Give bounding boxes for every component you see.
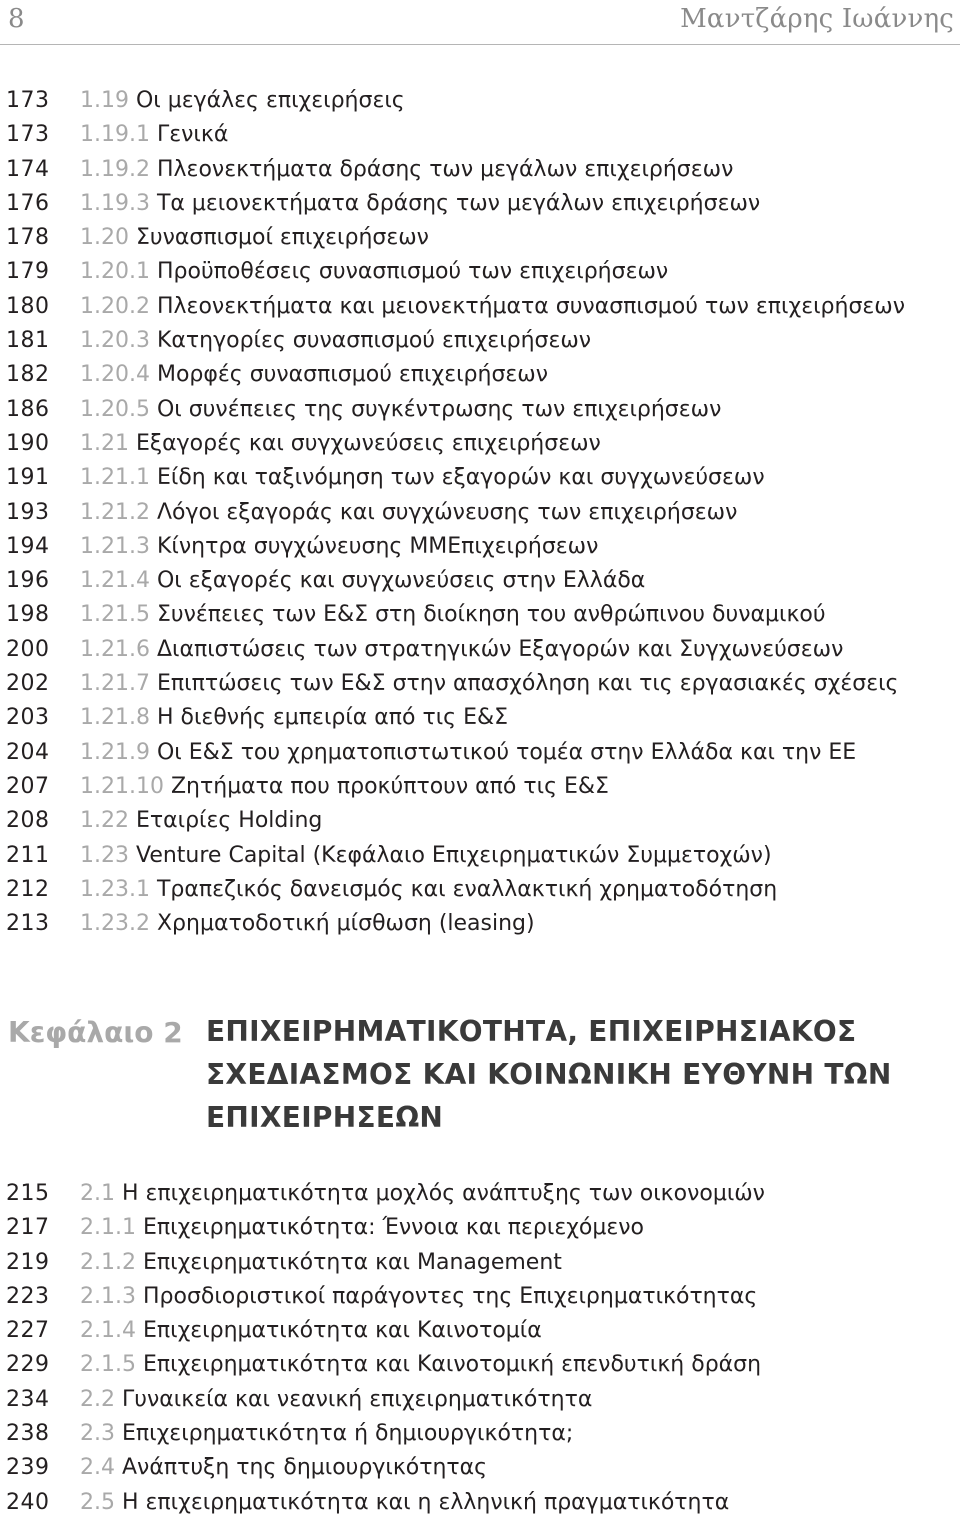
toc-section-title: Χρηματοδοτική μίσθωση (leasing)	[156, 911, 535, 937]
toc-page-number: 238	[6, 1421, 50, 1447]
toc-section-number: 1.22	[80, 808, 129, 834]
toc-entry[interactable]	[0, 255, 960, 289]
toc-section-number: 2.1	[80, 1181, 115, 1206]
toc-section-number: 1.19.2	[80, 156, 150, 182]
toc-entry[interactable]	[0, 324, 960, 358]
toc-section-title: Είδη και ταξινόμηση των εξαγορών και συγχωνεύσεων	[156, 465, 765, 491]
toc-section-title: Οι μεγάλες επιχειρήσεις	[135, 88, 405, 113]
toc-section-title: Συνέπειες των Ε&Σ στη διοίκηση του ανθρώπινου δυναμικού	[156, 602, 826, 628]
toc-section-title: Επιχειρηματικότητα ή δημιουργικότητα;	[122, 1421, 574, 1447]
toc-entry[interactable]	[0, 1486, 960, 1520]
toc-entry-text	[80, 290, 905, 324]
toc-page-number: 191	[6, 465, 50, 491]
toc-page-number: 208	[6, 808, 50, 834]
toc-section-number: 1.20.1	[80, 259, 150, 285]
toc-section-number: 1.21.3	[80, 533, 150, 559]
toc-entry-text	[80, 118, 228, 152]
toc-entry[interactable]	[0, 633, 960, 667]
chapter-label: Κεφάλαιο 2	[8, 1016, 183, 1049]
toc-entry[interactable]	[0, 1348, 960, 1382]
toc-entry[interactable]	[0, 1451, 960, 1485]
toc-entry-text	[80, 153, 733, 187]
toc-entry[interactable]	[0, 804, 960, 838]
toc-entry[interactable]	[0, 153, 960, 187]
toc-section-number: 2.1.2	[80, 1249, 136, 1275]
toc-page-number: 204	[6, 739, 50, 765]
toc-page-number: 203	[6, 705, 50, 731]
toc-entry-text	[80, 736, 856, 770]
toc-section-title: Οι εξαγορές και συγχωνεύσεις στην Ελλάδα	[156, 568, 646, 594]
toc-entry-text	[80, 461, 765, 495]
toc-section-number: 1.23	[80, 842, 129, 868]
toc-entry-text	[80, 1348, 761, 1382]
toc-entry-text	[80, 1246, 562, 1280]
toc-section-title: Επιχειρηματικότητα και Καινοτομία	[142, 1318, 542, 1344]
toc-section-number: 2.1.5	[80, 1352, 136, 1378]
toc-section-title: Τραπεζικός δανεισμός και εναλλακτική χρηματοδότηση	[156, 876, 778, 902]
toc-entry-text	[80, 393, 721, 427]
toc-entry-text	[80, 633, 843, 667]
toc-section-title: Λόγοι εξαγοράς και συγχώνευσης των επιχειρήσεων	[156, 499, 738, 525]
toc-entry-text	[80, 1486, 729, 1520]
toc-section-title: Διαπιστώσεις των στρατηγικών Εξαγορών και Συγχωνεύσεων	[156, 636, 844, 662]
toc-page-number: 223	[6, 1283, 50, 1309]
toc-entry-text	[80, 1314, 542, 1348]
toc-section-title: Πλεονεκτήματα δράσης των μεγάλων επιχειρήσεων	[156, 156, 734, 182]
toc-section-title: Πλεονεκτήματα και μειονεκτήματα συνασπισμού των επιχειρήσεων	[156, 293, 905, 319]
toc-entry-text	[80, 564, 645, 598]
toc-entry[interactable]	[0, 598, 960, 632]
toc-entry[interactable]	[0, 770, 960, 804]
toc-section-number: 1.21.7	[80, 671, 150, 697]
toc-page-number: 190	[6, 430, 50, 456]
page-header	[0, 0, 960, 45]
toc-entry-text	[80, 221, 429, 255]
toc-page-number: 179	[6, 259, 50, 285]
toc-section-title: Επιχειρηματικότητα: Έννοια και περιεχόμενο	[142, 1215, 645, 1241]
toc-entry[interactable]	[0, 907, 960, 941]
toc-page-number: 173	[6, 88, 50, 113]
toc-section-title: Η επιχειρηματικότητα μοχλός ανάπτυξης των οικονομιών	[122, 1181, 765, 1206]
toc-entry[interactable]	[0, 1280, 960, 1314]
running-head-author: Μαντζάρης Ιωάννης	[680, 4, 954, 34]
toc-section-title: Η διεθνής εμπειρία από τις Ε&Σ	[156, 705, 509, 731]
toc-page-number: 194	[6, 533, 50, 559]
toc-section-number: 1.21.8	[80, 705, 150, 731]
toc-entry-text	[80, 1280, 757, 1314]
toc-page-number: 207	[6, 773, 50, 799]
toc-entry[interactable]	[0, 84, 960, 118]
toc-entry-text	[80, 873, 777, 907]
toc-section-title: Ανάπτυξη της δημιουργικότητας	[122, 1455, 488, 1481]
toc-section-title: Εταιρίες Holding	[135, 808, 323, 834]
chapter-title-line: ΕΠΙΧΕΙΡΗΜΑΤΙΚΟΤΗΤΑ, ΕΠΙΧΕΙΡΗΣΙΑΚΟΣ	[206, 1015, 857, 1048]
toc-page-number: 227	[6, 1318, 50, 1344]
toc-entry[interactable]	[0, 1211, 960, 1245]
toc-page-number: 180	[6, 293, 50, 319]
chapter-title	[206, 1010, 946, 1139]
toc-section-title: Κατηγορίες συνασπισμού επιχειρήσεων	[156, 328, 592, 354]
toc-section-number: 1.21.5	[80, 602, 150, 628]
toc-section-number: 1.21.1	[80, 465, 150, 491]
toc-page-number: 202	[6, 671, 50, 697]
toc-entry-text	[80, 324, 591, 358]
toc-entry[interactable]	[0, 736, 960, 770]
toc-section-number: 1.19.1	[80, 122, 150, 148]
toc-entry[interactable]	[0, 427, 960, 461]
toc-section-number: 1.21.6	[80, 636, 150, 662]
toc-entry-text	[80, 770, 609, 804]
toc-section-number: 1.21.4	[80, 568, 150, 594]
toc-section-title: Μορφές συνασπισμού επιχειρήσεων	[156, 362, 548, 388]
chapter-title-line: ΣΧΕΔΙΑΣΜΟΣ ΚΑΙ ΚΟΙΝΩΝΙΚΗ ΕΥΘΥΝΗ ΤΩΝ	[206, 1058, 892, 1091]
toc-page-number: 213	[6, 911, 50, 937]
toc-section-number: 1.21.2	[80, 499, 150, 525]
toc-section-title: Συνασπισμοί επιχειρήσεων	[135, 225, 429, 251]
toc-page-number: 234	[6, 1386, 50, 1412]
toc-section-title: Ζητήματα που προκύπτουν από τις Ε&Σ	[170, 773, 609, 799]
toc-section-number: 1.21	[80, 430, 129, 456]
toc-section-title: Οι συνέπειες της συγκέντρωσης των επιχειρήσεων	[156, 396, 722, 422]
toc-page-number: 174	[6, 156, 50, 182]
toc-page-number: 186	[6, 396, 50, 422]
toc-entry-text	[80, 701, 508, 735]
toc-section-title: Επιχειρηματικότητα και Καινοτομική επενδυτική δράση	[142, 1352, 762, 1378]
toc-page-number: 181	[6, 328, 50, 354]
toc-section-number: 1.20	[80, 225, 129, 251]
toc-entry-text	[80, 530, 598, 564]
toc-entry[interactable]	[0, 290, 960, 324]
toc-entry[interactable]	[0, 1383, 960, 1417]
toc-entry[interactable]	[0, 1314, 960, 1348]
toc-page-number: 240	[6, 1489, 50, 1515]
toc-page-number: 178	[6, 225, 50, 251]
toc-section-title: Επιχειρηματικότητα και Management	[142, 1249, 562, 1275]
toc-section-title: Οι Ε&Σ του χρηματοπιστωτικού τομέα στην Ελλάδα και την ΕΕ	[156, 739, 857, 765]
toc-section-number: 2.2	[80, 1386, 115, 1412]
toc-page-number: 200	[6, 636, 50, 662]
toc-section-title: Επιπτώσεις των Ε&Σ στην απασχόληση και τις εργασιακές σχέσεις	[156, 671, 899, 697]
toc-entry[interactable]	[0, 393, 960, 427]
toc-entry[interactable]	[0, 187, 960, 221]
toc-section-number: 1.23.2	[80, 911, 150, 937]
toc-section-number: 2.3	[80, 1421, 115, 1447]
toc-page-number: 217	[6, 1215, 50, 1241]
toc-entry-text	[80, 1383, 592, 1417]
toc-page-number: 196	[6, 568, 50, 594]
toc-page-number: 229	[6, 1352, 50, 1378]
toc-section-number: 1.20.3	[80, 328, 150, 354]
toc-entry-text	[80, 187, 760, 221]
toc-entry-text	[80, 907, 535, 941]
toc-entry[interactable]	[0, 667, 960, 701]
toc-page-number: 193	[6, 499, 50, 525]
toc-page-number: 215	[6, 1181, 50, 1206]
toc-section-title: Προσδιοριστικοί παράγοντες της Επιχειρηματικότητας	[142, 1283, 758, 1309]
chapter-heading	[0, 1010, 960, 1140]
toc-section-number: 1.19.3	[80, 190, 150, 216]
toc-section-number: 1.20.4	[80, 362, 150, 388]
toc-entry[interactable]	[0, 1177, 960, 1211]
toc-section-title: Γυναικεία και νεανική επιχειρηματικότητα	[122, 1386, 593, 1412]
toc-page-number: 182	[6, 362, 50, 388]
toc-page-number: 173	[6, 122, 50, 148]
toc-entry-text	[80, 84, 405, 118]
toc-chapter-1-list	[0, 84, 960, 941]
toc-section-number: 2.4	[80, 1455, 115, 1481]
toc-entry[interactable]	[0, 564, 960, 598]
toc-entry-text	[80, 804, 322, 838]
toc-page-number: 219	[6, 1249, 50, 1275]
toc-entry-text	[80, 358, 548, 392]
toc-entry[interactable]	[0, 358, 960, 392]
toc-section-title: Η επιχειρηματικότητα και η ελληνική πραγματικότητα	[122, 1489, 730, 1515]
toc-section-number: 1.23.1	[80, 876, 150, 902]
toc-entry[interactable]	[0, 1417, 960, 1451]
toc-entry-text	[80, 839, 772, 873]
toc-page-number: 212	[6, 876, 50, 902]
toc-section-number: 2.5	[80, 1489, 115, 1515]
toc-entry[interactable]	[0, 496, 960, 530]
toc-entry-text	[80, 427, 601, 461]
toc-entry[interactable]	[0, 461, 960, 495]
page-number: 8	[8, 4, 25, 34]
toc-section-number: 1.21.9	[80, 739, 150, 765]
toc-page-number: 239	[6, 1455, 50, 1481]
toc-entry[interactable]	[0, 873, 960, 907]
toc-entry-text	[80, 1177, 765, 1211]
toc-section-title: Venture Capital (Κεφάλαιο Επιχειρηματικών Συμμετοχών)	[135, 842, 772, 868]
toc-entry-text	[80, 1211, 644, 1245]
toc-entry[interactable]	[0, 839, 960, 873]
toc-page-number: 198	[6, 602, 50, 628]
toc-entry-text	[80, 1451, 487, 1485]
toc-entry-text	[80, 1417, 573, 1451]
toc-entry[interactable]	[0, 221, 960, 255]
toc-section-title: Γενικά	[156, 122, 229, 148]
toc-entry[interactable]	[0, 1246, 960, 1280]
toc-entry-text	[80, 598, 826, 632]
toc-section-number: 2.1.4	[80, 1318, 136, 1344]
toc-entry[interactable]	[0, 118, 960, 152]
toc-section-number: 1.20.2	[80, 293, 150, 319]
toc-entry-text	[80, 496, 737, 530]
toc-section-number: 1.20.5	[80, 396, 150, 422]
toc-section-title: Τα μειονεκτήματα δράσης των μεγάλων επιχειρήσεων	[156, 190, 761, 216]
toc-section-number: 1.21.10	[80, 773, 164, 799]
toc-entry-text	[80, 255, 668, 289]
toc-section-number: 2.1.1	[80, 1215, 136, 1241]
toc-section-number: 2.1.3	[80, 1283, 136, 1309]
toc-page-number: 176	[6, 190, 50, 216]
toc-section-title: Κίνητρα συγχώνευσης ΜΜΕπιχειρήσεων	[156, 533, 599, 559]
toc-section-number: 1.19	[80, 88, 129, 113]
toc-entry[interactable]	[0, 701, 960, 735]
toc-chapter-2-list	[0, 1177, 960, 1520]
toc-section-title: Προϋποθέσεις συνασπισμού των επιχειρήσεων	[156, 259, 669, 285]
chapter-title-line: ΕΠΙΧΕΙΡΗΣΕΩΝ	[206, 1101, 444, 1134]
toc-entry[interactable]	[0, 530, 960, 564]
toc-section-title: Εξαγορές και συγχωνεύσεις επιχειρήσεων	[135, 430, 601, 456]
toc-entry-text	[80, 667, 898, 701]
toc-page-number: 211	[6, 842, 50, 868]
